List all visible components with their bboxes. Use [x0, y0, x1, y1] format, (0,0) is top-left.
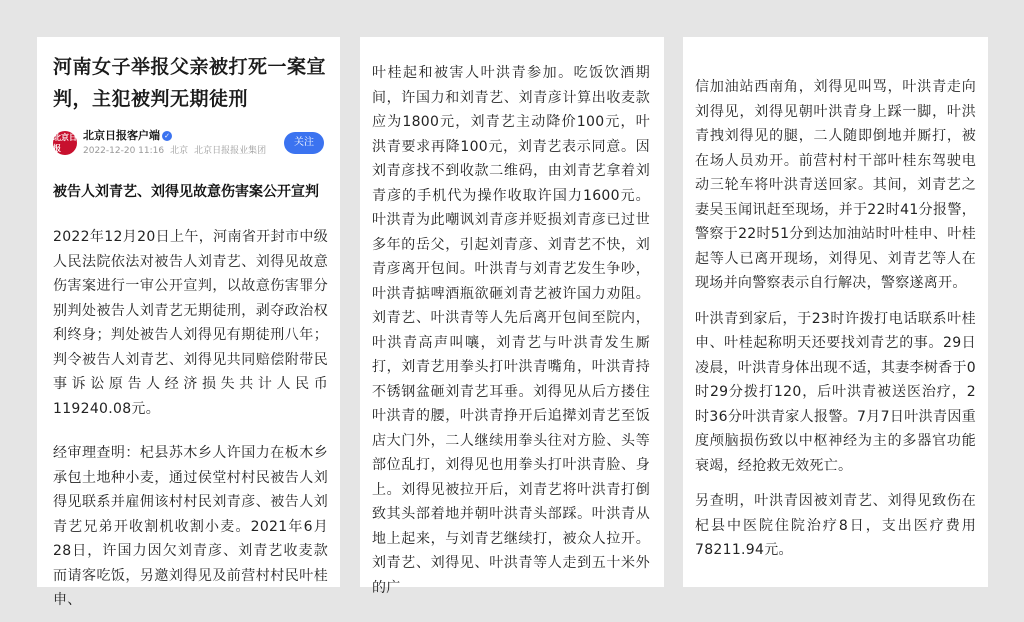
paragraph: 另查明，叶洪青因被刘青艺、刘得见致伤在杞县中医院住院治疗8日，支出医疗费用78211.94元。: [695, 493, 976, 558]
source-info: [83, 128, 284, 158]
paragraph: 叶桂起和被害人叶洪青参加。吃饭饮酒期间，许国力和刘青艺、刘青彦计算出收麦款应为1800元，刘青艺主动降价100元，叶洪青要求再降100元，刘青艺表示同意。因刘青彦找不到收款二维码，由刘青艺拿着刘青彦的手机代为操作收取许国力1600元。叶洪青为此嘲讽刘青彦并贬损刘青彦已过世多年的岳父，引起刘青彦、刘青艺不快，刘青彦离开包间。叶洪青与刘青艺发生争吵，叶洪青掂啤酒瓶欲砸刘青艺被许国力劝阻。刘青艺、叶洪青等人先后离开包间至院内，叶洪青高声叫嚷，刘青艺与叶洪青发生厮打，刘青艺用拳头打叶洪青嘴角，叶洪青持不锈钢盆砸刘青艺耳垂。刘得见从后方搂住叶洪青的腰，叶洪青挣开后追撵刘青艺至饭店大门外，二人继续用拳头往对方脸、头等部位乱打，刘得见也用拳头打叶洪青脸、身上。刘得见被拉开后，刘青艺将叶洪青打倒致其头部着地并朝叶洪青头部踩。叶洪青从地上起来，与刘青艺继续打，被众人拉开。刘青艺、刘得见、叶洪青等人走到五十米外的广: [372, 65, 650, 596]
verified-icon: ✓: [162, 131, 172, 141]
publisher-logo[interactable]: 北京日报: [53, 133, 77, 153]
source-meta: [83, 145, 284, 158]
paragraph: 信加油站西南角，刘得见叫骂，叶洪青走向刘得见，刘得见朝叶洪青身上踩一脚，叶洪青拽刘得见的腿，二人随即倒地并厮打，被在场人员劝开。前营村村干部叶桂东驾驶电动三轮车将叶洪青送回家。其间，刘青艺之妻吴玉闻讯赶至现场，并于22时41分报警，警察于22时51分到达加油站时叶桂申、叶桂起等人已离开现场，刘得见、刘青艺等人在现场并向警察表示自行解决，警察遂离开。: [695, 79, 976, 291]
publish-location: 北京: [170, 146, 189, 156]
paragraph: 叶洪青到家后，于23时许拨打电话联系叶桂申、叶桂起称明天还要找刘青艺的事。29日凌晨，叶洪青身体出现不适，其妻李树香于0时29分拨打120，后叶洪青被送医治疗，2时36分叶洪青家人报警。7月7日叶洪青因重度颅脑损伤致以中枢神经为主的多器官功能衰竭，经抢救无效死亡。: [695, 310, 976, 474]
publish-date: 2022-12-20 11:16: [83, 146, 165, 156]
article-panel-1: [37, 37, 340, 608]
article-subheading: 被告人刘青艺、刘得见故意伤害案公开宣判: [53, 184, 319, 200]
paragraph: 经审理查明：杞县苏木乡人许国力在板木乡承包土地种小麦，通过侯堂村村民被告人刘得见联系并雇佣该村村民刘青彦、被告人刘青艺兄弟开收割机收割小麦。2021年6月28日，许国力因欠刘青彦、刘青艺收麦款而请客吃饭，另邀刘得见及前营村村民叶桂申、: [53, 445, 328, 608]
article-panel-3: [683, 37, 988, 587]
publisher-name: 北京日报报业集团: [194, 146, 267, 156]
article-title: 河南女子举报父亲被打死一案宣判，主犯被判无期徒刑: [53, 56, 327, 110]
article-panel-2: [360, 37, 664, 596]
source-name-row: [83, 128, 284, 143]
follow-button[interactable]: 关注: [284, 132, 324, 154]
source-row: [53, 125, 328, 161]
source-name[interactable]: 北京日报客户端: [83, 129, 160, 142]
paragraph: 2022年12月20日上午，河南省开封市中级人民法院依法对被告人刘青艺、刘得见故意伤害案进行一审公开宣判，以故意伤害罪分别判处被告人刘青艺无期徒刑，剥夺政治权利终身；判处被告人刘得见有期徒刑八年；判令被告人刘青艺、刘得见共同赔偿附带民事诉讼原告人经济损失共计人民币119240.08元。: [53, 229, 328, 417]
